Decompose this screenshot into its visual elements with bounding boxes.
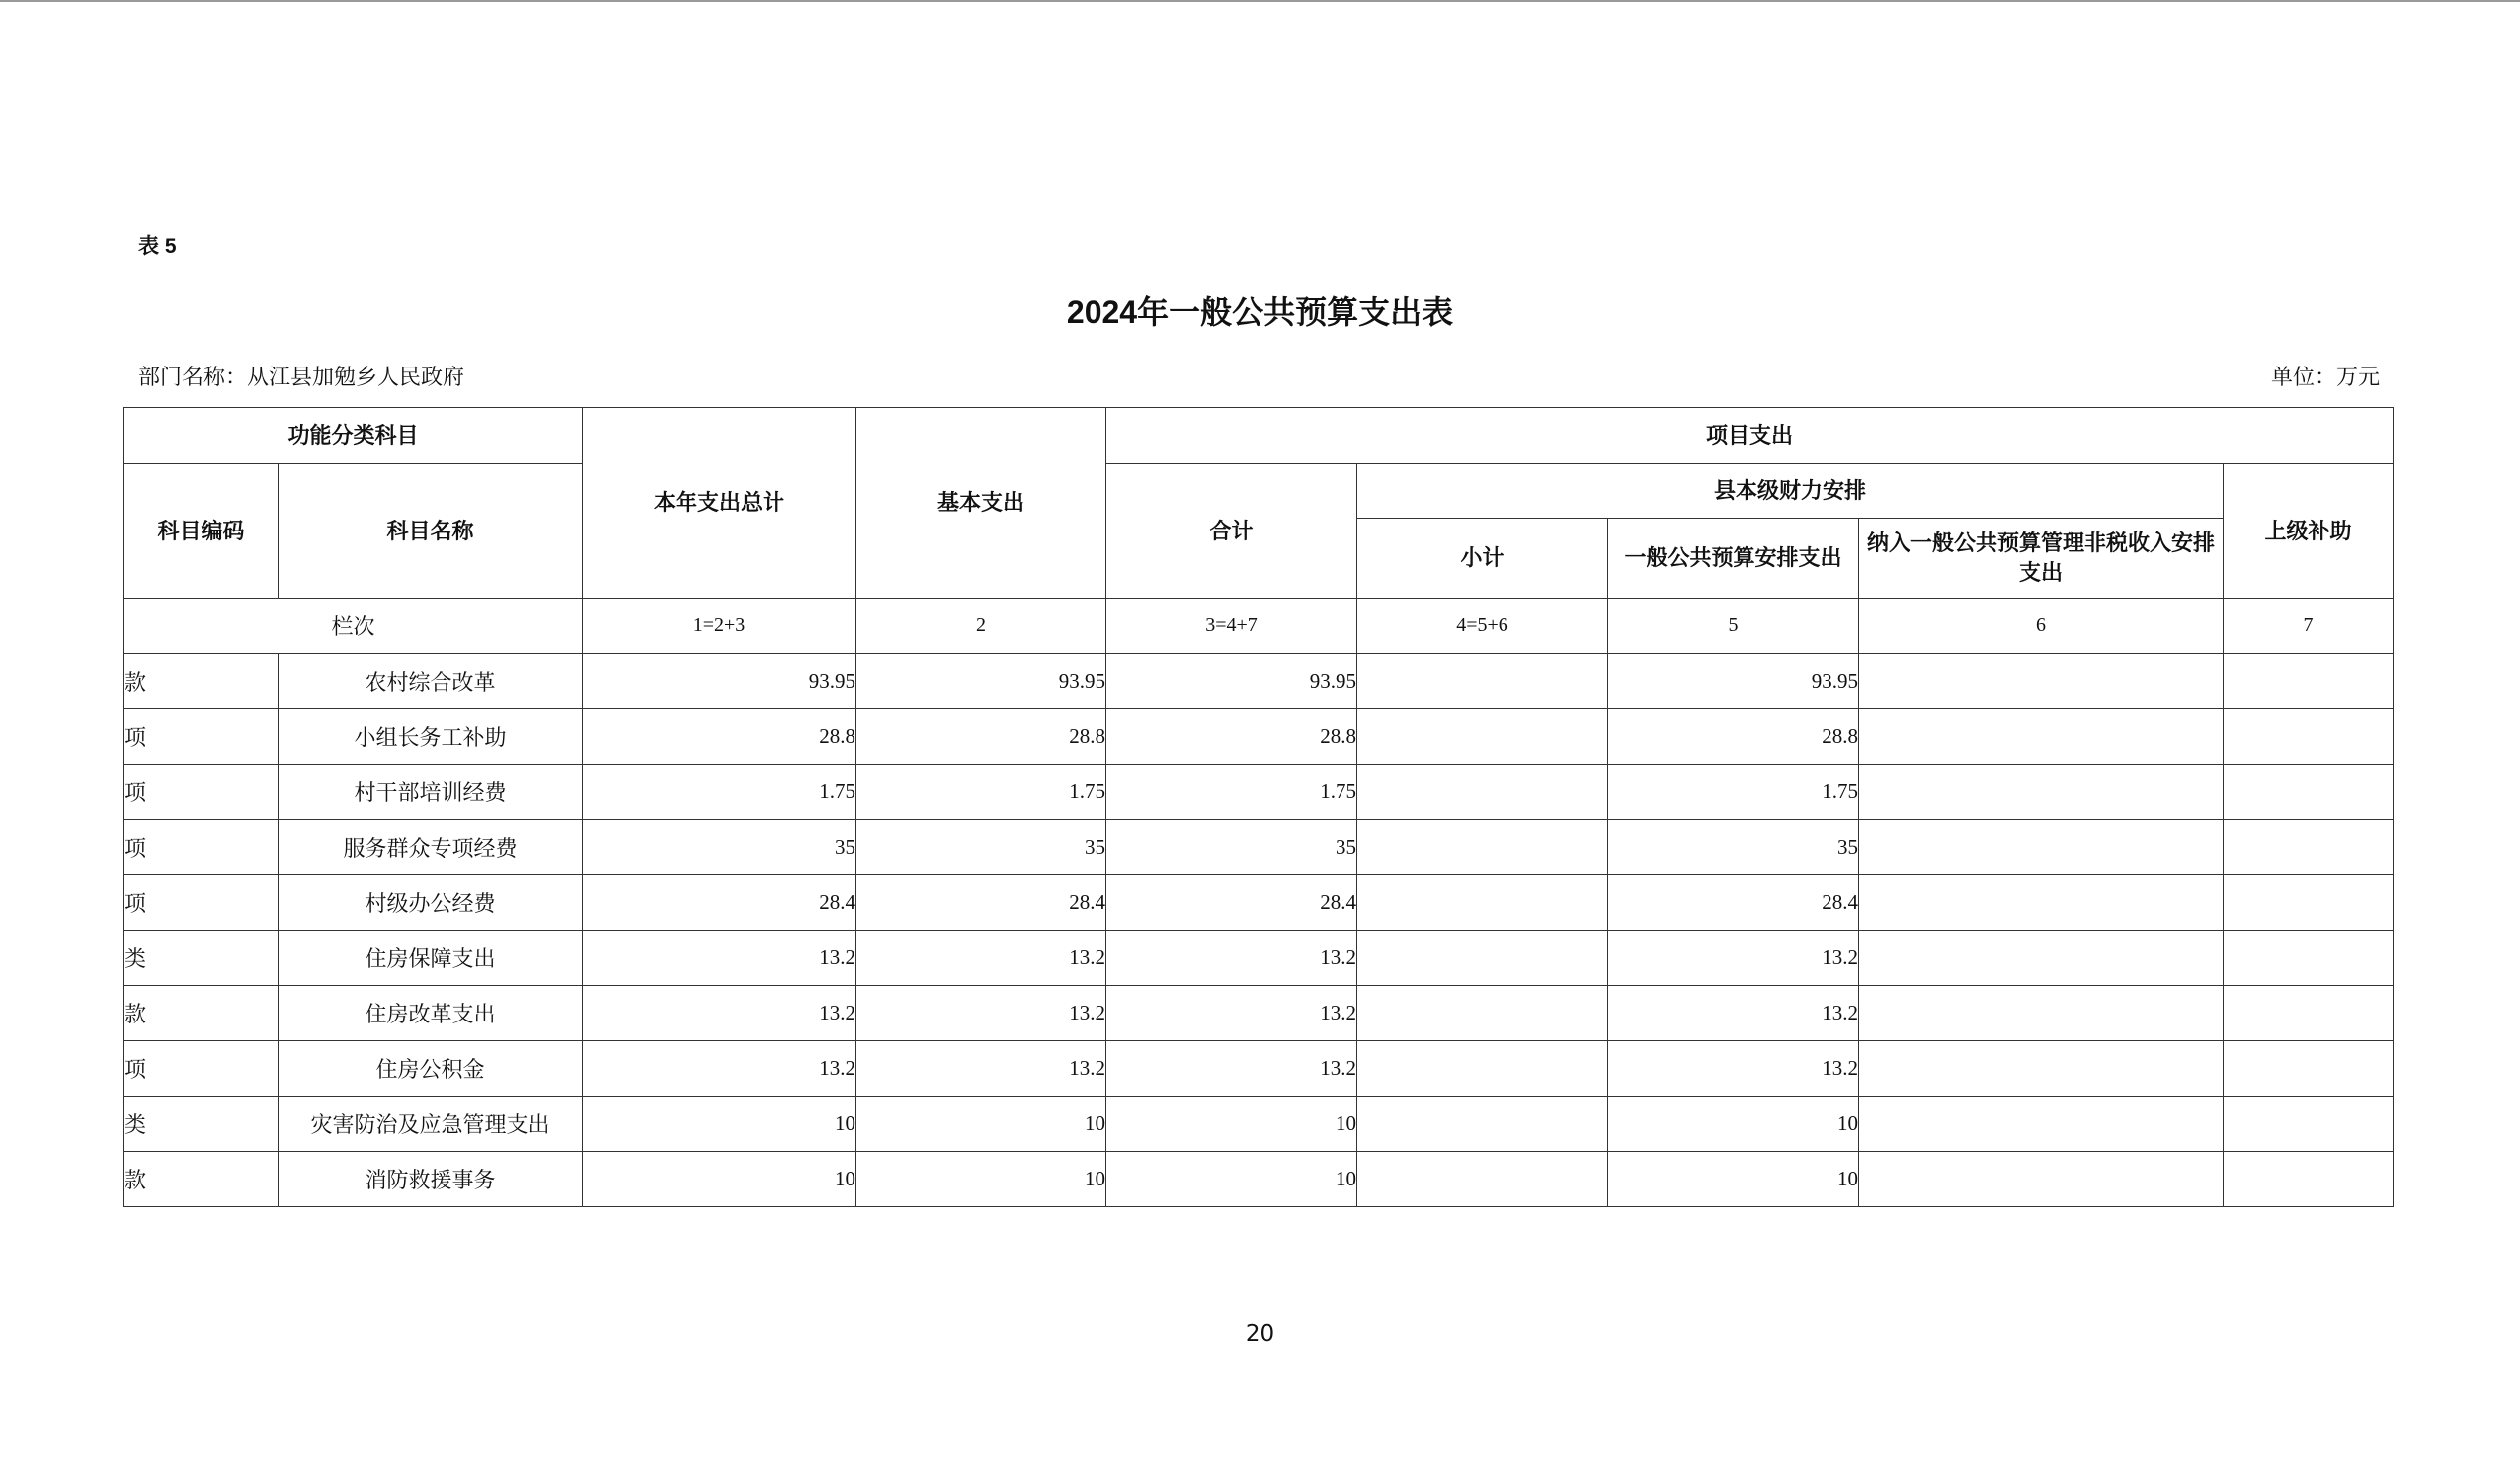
- department-name: 部门名称：从江县加勉乡人民政府: [138, 365, 465, 389]
- page-title: 2024年一般公共预算支出表: [1066, 294, 1454, 330]
- header-project-expenditure: 项目支出: [1106, 408, 2394, 464]
- column-index-value: 6: [1859, 599, 2224, 654]
- column-index-value: 2: [856, 599, 1106, 654]
- unit-label: 单位：万元: [2270, 365, 2380, 389]
- header-row-2: [124, 464, 2394, 519]
- subject-level-cell: 项: [124, 765, 279, 820]
- basic-expenditure-cell: 10: [856, 1152, 1106, 1207]
- column-index-value: 5: [1608, 599, 1859, 654]
- header-function-category: 功能分类科目: [124, 408, 583, 464]
- subject-name-cell: 灾害防治及应急管理支出: [279, 1097, 583, 1152]
- subject-level-cell: 类: [124, 931, 279, 986]
- project-total-cell: 13.2: [1106, 931, 1357, 986]
- nontax-revenue-cell: [1859, 1041, 2224, 1097]
- column-index-row: [124, 599, 2394, 654]
- subject-name-cell: 服务群众专项经费: [279, 820, 583, 875]
- general-budget-cell: 28.4: [1608, 875, 1859, 931]
- basic-expenditure-cell: 13.2: [856, 986, 1106, 1041]
- subject-level-cell: 款: [124, 654, 279, 709]
- total-expenditure-cell: 28.4: [583, 875, 856, 931]
- subject-name-cell: 住房改革支出: [279, 986, 583, 1041]
- budget-table: [123, 407, 2394, 1207]
- total-expenditure-cell: 13.2: [583, 1041, 856, 1097]
- subject-name-cell: 消防救援事务: [279, 1152, 583, 1207]
- total-expenditure-cell: 10: [583, 1097, 856, 1152]
- table-row: [124, 1152, 2394, 1207]
- header-subject-code: 科目编码: [124, 464, 279, 599]
- subtotal-cell: [1357, 1041, 1608, 1097]
- total-expenditure-cell: 28.8: [583, 709, 856, 765]
- nontax-revenue-cell: [1859, 986, 2224, 1041]
- subject-level-cell: 款: [124, 986, 279, 1041]
- table-label: 表 5: [138, 235, 177, 258]
- table-row: [124, 765, 2394, 820]
- subject-level-cell: 项: [124, 820, 279, 875]
- general-budget-cell: 13.2: [1608, 1041, 1859, 1097]
- table-row: [124, 709, 2394, 765]
- table-row: [124, 931, 2394, 986]
- nontax-revenue-cell: [1859, 1152, 2224, 1207]
- basic-expenditure-cell: 13.2: [856, 931, 1106, 986]
- project-total-cell: 28.4: [1106, 875, 1357, 931]
- subject-name-cell: 村级办公经费: [279, 875, 583, 931]
- subtotal-cell: [1357, 875, 1608, 931]
- table-row: [124, 820, 2394, 875]
- general-budget-cell: 1.75: [1608, 765, 1859, 820]
- project-total-cell: 28.8: [1106, 709, 1357, 765]
- total-expenditure-cell: 93.95: [583, 654, 856, 709]
- subtotal-cell: [1357, 986, 1608, 1041]
- nontax-revenue-cell: [1859, 709, 2224, 765]
- general-budget-cell: 10: [1608, 1152, 1859, 1207]
- subject-name-cell: 住房公积金: [279, 1041, 583, 1097]
- header-nontax-revenue: 纳入一般公共预算管理非税收入安排支出: [1859, 519, 2224, 599]
- general-budget-cell: 35: [1608, 820, 1859, 875]
- column-index-value: 3=4+7: [1106, 599, 1357, 654]
- column-index-value: 1=2+3: [583, 599, 856, 654]
- header-basic-expenditure: 基本支出: [856, 408, 1106, 599]
- total-expenditure-cell: 1.75: [583, 765, 856, 820]
- subtotal-cell: [1357, 931, 1608, 986]
- general-budget-cell: 93.95: [1608, 654, 1859, 709]
- page-number: 20: [1245, 1321, 1275, 1347]
- project-total-cell: 1.75: [1106, 765, 1357, 820]
- subject-level-cell: 类: [124, 1097, 279, 1152]
- subject-name-cell: 小组长务工补助: [279, 709, 583, 765]
- subject-level-cell: 项: [124, 1041, 279, 1097]
- header-county-funds: 县本级财力安排: [1357, 464, 2224, 519]
- general-budget-cell: 13.2: [1608, 986, 1859, 1041]
- table-row: [124, 986, 2394, 1041]
- nontax-revenue-cell: [1859, 765, 2224, 820]
- header-upper-subsidy: 上级补助: [2224, 464, 2394, 599]
- upper-subsidy-cell: [2224, 820, 2394, 875]
- subject-name-cell: 村干部培训经费: [279, 765, 583, 820]
- subtotal-cell: [1357, 1097, 1608, 1152]
- basic-expenditure-cell: 28.4: [856, 875, 1106, 931]
- basic-expenditure-cell: 10: [856, 1097, 1106, 1152]
- total-expenditure-cell: 13.2: [583, 931, 856, 986]
- project-total-cell: 10: [1106, 1097, 1357, 1152]
- total-expenditure-cell: 10: [583, 1152, 856, 1207]
- table-header: [124, 408, 2394, 599]
- column-index-value: 7: [2224, 599, 2394, 654]
- subject-level-cell: 项: [124, 709, 279, 765]
- upper-subsidy-cell: [2224, 654, 2394, 709]
- nontax-revenue-cell: [1859, 931, 2224, 986]
- project-total-cell: 13.2: [1106, 1041, 1357, 1097]
- table-row: [124, 1097, 2394, 1152]
- subtotal-cell: [1357, 654, 1608, 709]
- project-total-cell: 93.95: [1106, 654, 1357, 709]
- subject-level-cell: 项: [124, 875, 279, 931]
- table-row: [124, 654, 2394, 709]
- basic-expenditure-cell: 28.8: [856, 709, 1106, 765]
- subtotal-cell: [1357, 765, 1608, 820]
- column-index-value: 4=5+6: [1357, 599, 1608, 654]
- project-total-cell: 10: [1106, 1152, 1357, 1207]
- subtotal-cell: [1357, 1152, 1608, 1207]
- table-row: [124, 875, 2394, 931]
- project-total-cell: 35: [1106, 820, 1357, 875]
- nontax-revenue-cell: [1859, 820, 2224, 875]
- basic-expenditure-cell: 93.95: [856, 654, 1106, 709]
- subtotal-cell: [1357, 709, 1608, 765]
- column-index-label: 栏次: [124, 599, 583, 654]
- general-budget-cell: 13.2: [1608, 931, 1859, 986]
- header-row-1: [124, 408, 2394, 464]
- nontax-revenue-cell: [1859, 654, 2224, 709]
- general-budget-cell: 28.8: [1608, 709, 1859, 765]
- upper-subsidy-cell: [2224, 709, 2394, 765]
- upper-subsidy-cell: [2224, 986, 2394, 1041]
- nontax-revenue-cell: [1859, 875, 2224, 931]
- subject-name-cell: 住房保障支出: [279, 931, 583, 986]
- project-total-cell: 13.2: [1106, 986, 1357, 1041]
- total-expenditure-cell: 35: [583, 820, 856, 875]
- table-row: [124, 1041, 2394, 1097]
- nontax-revenue-cell: [1859, 1097, 2224, 1152]
- header-subtotal: 小计: [1357, 519, 1608, 599]
- subject-level-cell: 款: [124, 1152, 279, 1207]
- upper-subsidy-cell: [2224, 765, 2394, 820]
- header-total-expenditure: 本年支出总计: [583, 408, 856, 599]
- total-expenditure-cell: 13.2: [583, 986, 856, 1041]
- subtotal-cell: [1357, 820, 1608, 875]
- upper-subsidy-cell: [2224, 1097, 2394, 1152]
- header-subject-name: 科目名称: [279, 464, 583, 599]
- general-budget-cell: 10: [1608, 1097, 1859, 1152]
- upper-subsidy-cell: [2224, 1152, 2394, 1207]
- basic-expenditure-cell: 1.75: [856, 765, 1106, 820]
- upper-subsidy-cell: [2224, 875, 2394, 931]
- upper-subsidy-cell: [2224, 1041, 2394, 1097]
- basic-expenditure-cell: 35: [856, 820, 1106, 875]
- basic-expenditure-cell: 13.2: [856, 1041, 1106, 1097]
- table-body: [124, 599, 2394, 1207]
- top-rule: [0, 0, 2520, 2]
- header-general-budget: 一般公共预算安排支出: [1608, 519, 1859, 599]
- header-project-total: 合计: [1106, 464, 1357, 599]
- subject-name-cell: 农村综合改革: [279, 654, 583, 709]
- upper-subsidy-cell: [2224, 931, 2394, 986]
